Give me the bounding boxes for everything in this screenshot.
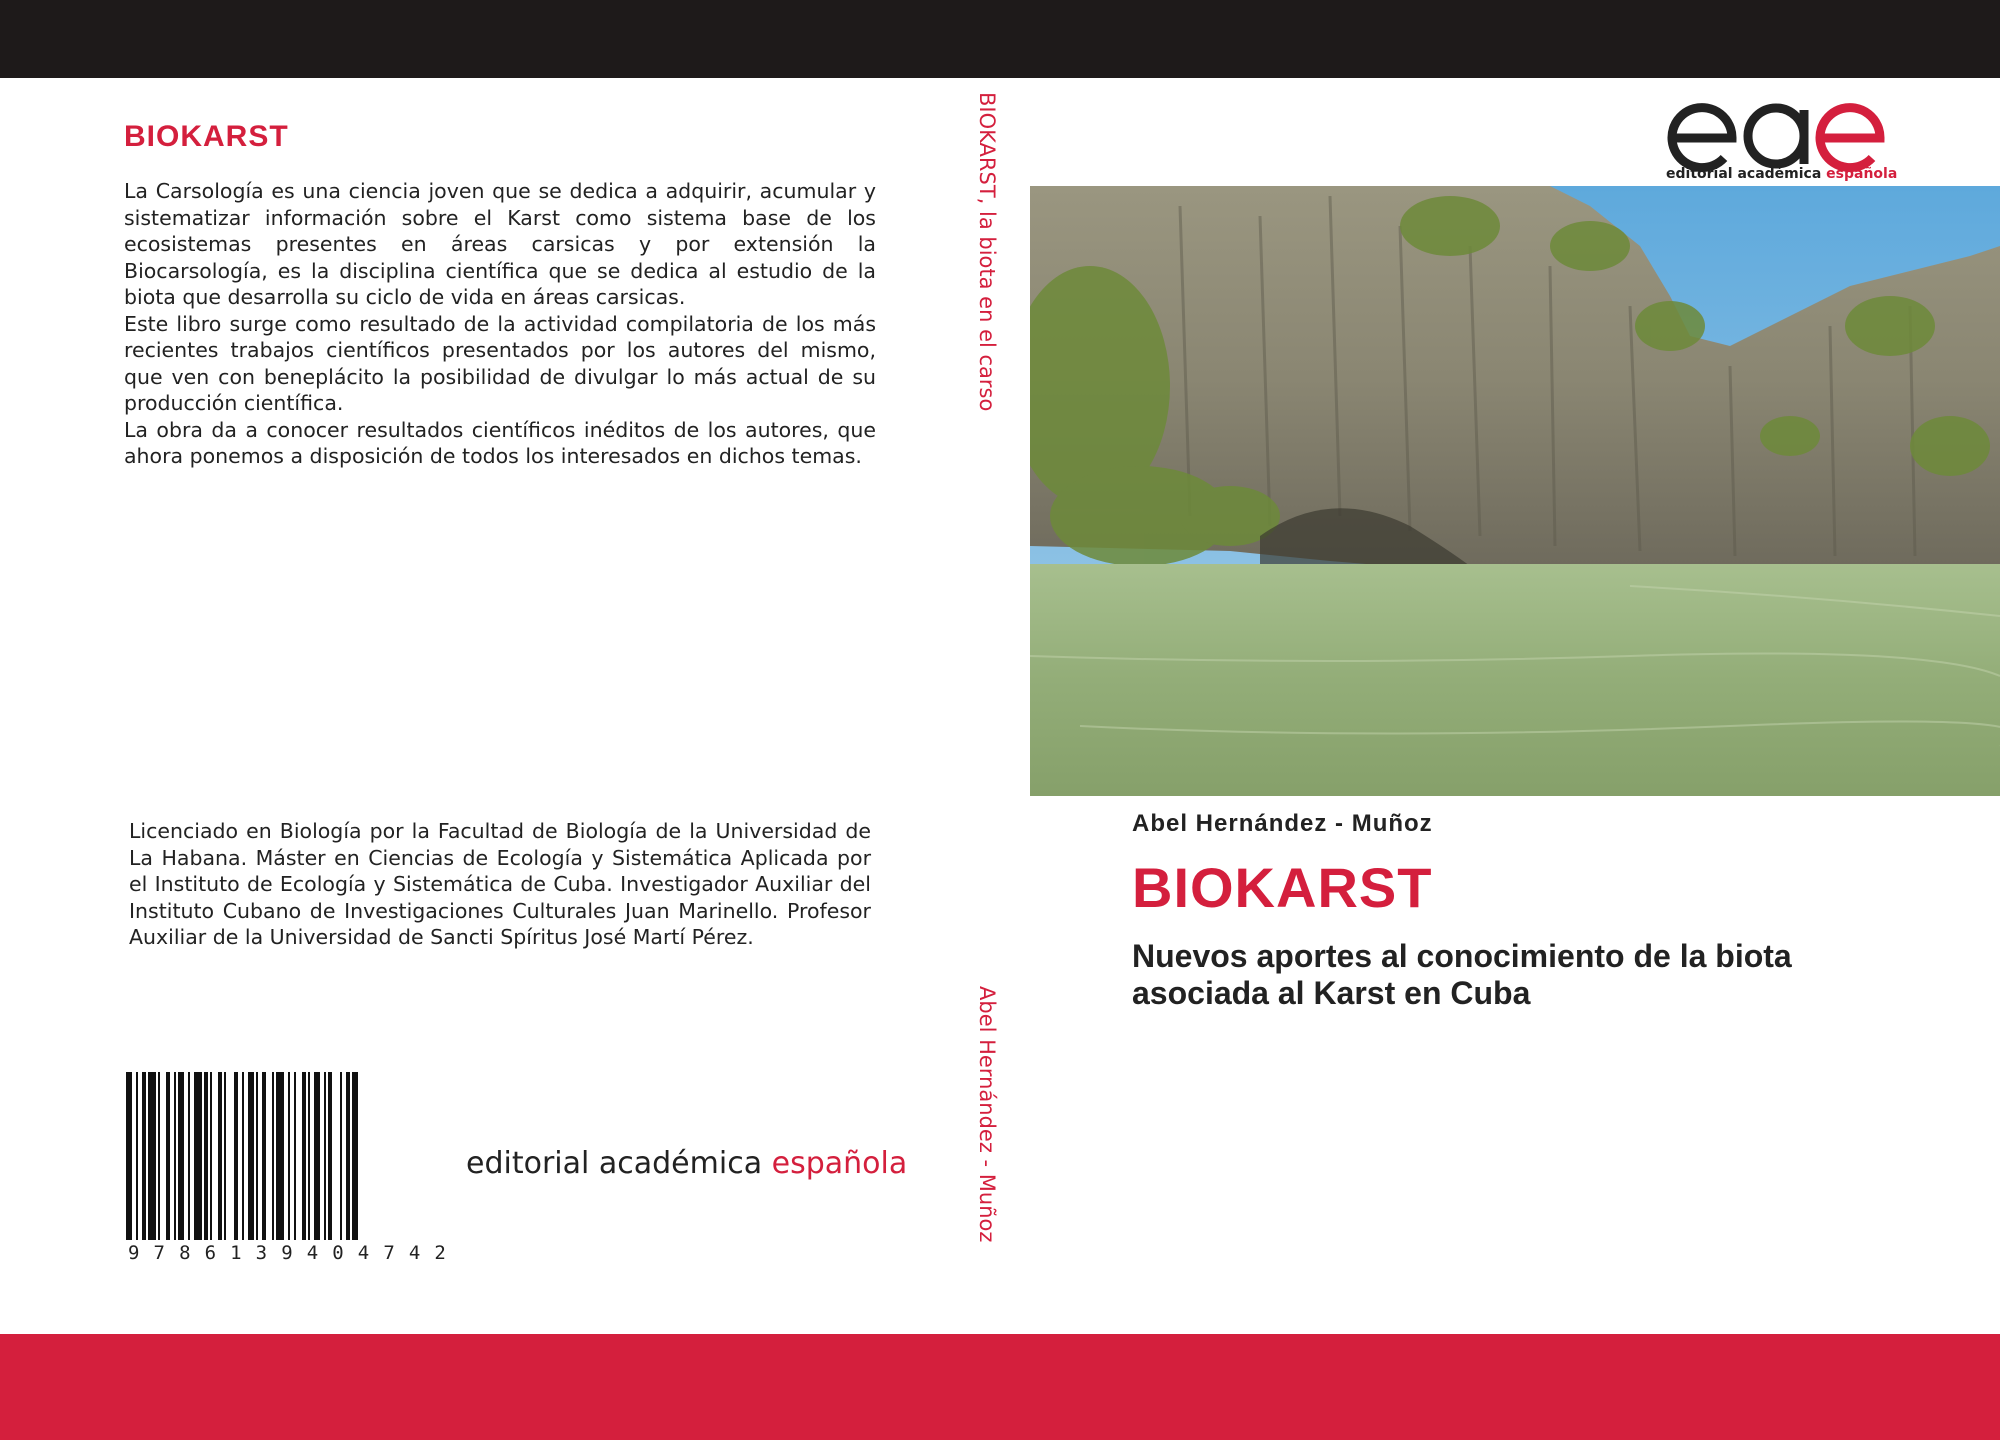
barcode-digit: 9	[128, 1242, 140, 1264]
barcode-bar	[314, 1072, 320, 1240]
description-paragraph: La obra da a conocer resultados científicos inéditos de los autores, que ahora ponemos a disposición de todos los interesados en dichos temas.	[124, 417, 876, 468]
publisher-name-main: editorial académica	[466, 1146, 772, 1181]
barcode-bar	[248, 1072, 254, 1240]
barcode-bar	[210, 1072, 212, 1240]
karst-landscape-image	[1030, 186, 2000, 796]
top-band	[0, 0, 2000, 78]
barcode-bar	[188, 1072, 190, 1240]
barcode-bar	[136, 1072, 138, 1240]
back-publisher-name	[466, 1146, 907, 1181]
barcode-bar	[340, 1072, 342, 1240]
barcode-bar	[288, 1072, 290, 1240]
cover-photo	[1030, 186, 2000, 796]
bottom-band	[0, 1334, 2000, 1440]
publisher-name-accent: española	[771, 1146, 908, 1181]
publisher-logo-text	[1666, 166, 1898, 182]
logo-text-accent: española	[1826, 166, 1898, 182]
barcode-bar	[204, 1072, 208, 1240]
barcode-bar	[272, 1072, 274, 1240]
logo-text-main: editorial académica	[1666, 166, 1827, 182]
barcode-bar	[158, 1072, 160, 1240]
barcode-bar	[324, 1072, 326, 1240]
barcode-bar	[262, 1072, 266, 1240]
barcode-bar	[148, 1072, 156, 1240]
description-paragraph: Este libro surge como resultado de la actividad compilatoria de los más recientes trabajos científicos presentados por los autores del mismo, que ven con beneplácito la posibilidad de divulgar lo más actual de su producción científica.	[124, 311, 876, 415]
barcode-bar	[242, 1072, 244, 1240]
isbn-barcode	[126, 1072, 448, 1262]
barcode-bar	[308, 1072, 310, 1240]
barcode-bar	[166, 1072, 170, 1240]
barcode-digit: 4	[357, 1242, 370, 1264]
barcode-digit: 0	[332, 1242, 344, 1264]
barcode-bar	[178, 1072, 184, 1240]
barcode-bar	[218, 1072, 222, 1240]
barcode-digit: 9	[281, 1242, 293, 1264]
barcode-digit: 6	[204, 1242, 217, 1264]
barcode-bar	[302, 1072, 306, 1240]
barcode-bar	[346, 1072, 350, 1240]
barcode-bar	[142, 1072, 146, 1240]
barcode-digit: 8	[179, 1242, 191, 1264]
description-paragraph: La Carsología es una ciencia joven que se dedica a adquirir, acumular y sistematizar información sobre el Karst como sistema base de los ecosistemas presentes en áreas carsicas y por extensión la Biocarsología, es la disciplina científica que se dedica al estudio de la biota que desarrolla su ciclo de vida en áreas carsicas.	[124, 179, 876, 309]
barcode-digits	[126, 1242, 448, 1264]
barcode-bar	[294, 1072, 296, 1240]
front-title: BIOKARST	[1132, 856, 1433, 919]
front-author: Abel Hernández - Muñoz	[1132, 810, 1433, 837]
barcode-digit: 2	[434, 1242, 446, 1264]
barcode-digit: 7	[383, 1242, 395, 1264]
barcode-digit: 4	[306, 1242, 319, 1264]
barcode-bar	[194, 1072, 202, 1240]
barcode-digit: 3	[255, 1242, 268, 1264]
back-cover-title: BIOKARST	[124, 120, 289, 153]
barcode-digit: 1	[230, 1242, 242, 1264]
spine-title: BIOKARST, la biota en el carso	[975, 92, 999, 412]
back-cover-description	[124, 178, 876, 470]
barcode-digit: 4	[408, 1242, 421, 1264]
barcode-digit: 7	[153, 1242, 165, 1264]
barcode-bar	[276, 1072, 284, 1240]
front-subtitle: Nuevos aportes al conocimiento de la biota asociada al Karst en Cuba	[1132, 938, 1792, 1011]
barcode-bars	[126, 1072, 448, 1240]
spine-author: Abel Hernández - Muñoz	[975, 986, 999, 1243]
barcode-bar	[328, 1072, 332, 1240]
barcode-bar	[174, 1072, 176, 1240]
author-bio: Licenciado en Biología por la Facultad de Biología de la Universidad de La Habana. Máster en Ciencias de Ecología y Sistemática Aplicada por el Instituto de Ecología y Sistemática de Cuba. Investigador Auxiliar del Instituto Cubano de Investigaciones Culturales Juan Marinello. Profesor Auxiliar de la Universidad de Sancti Spíritus José Martí Pérez.	[129, 819, 871, 949]
barcode-bar	[234, 1072, 238, 1240]
barcode-bar	[224, 1072, 226, 1240]
barcode-bar	[352, 1072, 358, 1240]
barcode-bar	[256, 1072, 258, 1240]
barcode-bar	[126, 1072, 132, 1240]
